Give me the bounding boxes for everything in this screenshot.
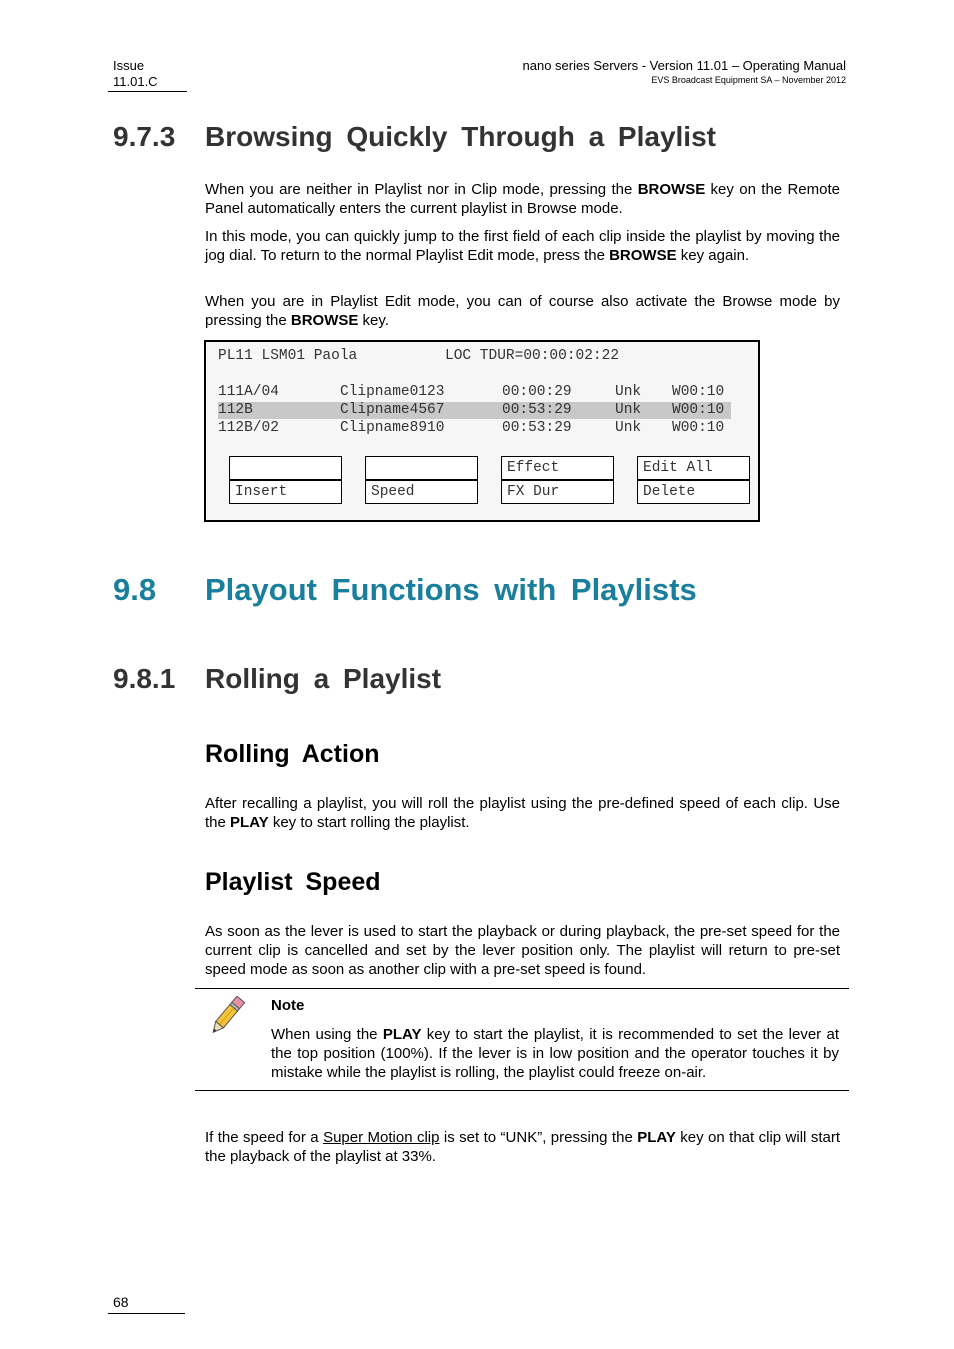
- paragraph-rolling: [205, 794, 840, 832]
- section-title: Playout Functions with Playlists: [205, 572, 697, 607]
- section-973-heading: [113, 121, 175, 153]
- key-browse: BROWSE: [290, 312, 359, 329]
- row-wait: W00:10: [672, 420, 725, 436]
- row-id: 111A/04: [218, 384, 279, 400]
- pencil-icon: [205, 996, 247, 1038]
- fkey-f3-bottom[interactable]: FX Dur: [501, 480, 614, 504]
- text-run: key to start rolling the playlist.: [268, 814, 470, 831]
- row-name: Clipname4567: [340, 402, 445, 418]
- row-speed: Unk: [615, 420, 642, 436]
- key-play: PLAY: [382, 1026, 422, 1043]
- manual-title: nano series Servers - Version 11.01 – Operating Manual: [522, 58, 846, 73]
- row-name: Clipname8910: [340, 420, 445, 436]
- text-run: In this mode, you can quickly jump to the first field of each clip inside the playlist by moving the jog dial. To return to the normal Playlist Edit mode, press the: [205, 228, 840, 264]
- row-speed: Unk: [615, 384, 642, 400]
- key-play: PLAY: [230, 814, 269, 831]
- note-body: [271, 1025, 839, 1082]
- paragraph-browse-1: [205, 180, 840, 218]
- row-timecode: 00:53:29: [502, 402, 572, 418]
- row-timecode: 00:53:29: [502, 420, 572, 436]
- playlist-speed-heading: Playlist Speed: [205, 868, 381, 896]
- row-timecode: 00:00:29: [502, 384, 572, 400]
- text-run: key again.: [676, 247, 750, 264]
- text-run: When using the: [271, 1026, 383, 1043]
- fkey-f4-bottom[interactable]: Delete: [637, 480, 750, 504]
- section-973-title-wrap: [205, 121, 716, 153]
- fkey-f2-top[interactable]: [365, 456, 478, 480]
- row-wait: W00:10: [672, 384, 725, 400]
- key-browse: BROWSE: [609, 247, 677, 264]
- section-number: 9.8: [113, 572, 157, 607]
- issue-value: 11.01.C: [113, 74, 158, 89]
- row-name: Clipname0123: [340, 384, 445, 400]
- remote-panel-screen: [204, 340, 760, 522]
- text-run: If the speed for a: [205, 1129, 324, 1146]
- row-wait: W00:10: [672, 402, 725, 418]
- super-motion-clip-link[interactable]: Super Motion clip: [323, 1129, 440, 1146]
- fkey-f1-top[interactable]: [229, 456, 342, 480]
- fkey-f3-top[interactable]: Effect: [501, 456, 614, 480]
- text-run: key.: [358, 312, 389, 329]
- key-play: PLAY: [637, 1129, 676, 1146]
- section-number: 9.7.3: [113, 121, 176, 152]
- header-rule: [108, 91, 187, 92]
- text-run: When you are in Playlist Edit mode, you can of course also activate the Browse mode by pressing the: [205, 293, 840, 329]
- header-title-block: [523, 58, 847, 86]
- note-bottom-rule: [195, 1090, 849, 1091]
- manual-subtitle: EVS Broadcast Equipment SA – November 2012: [651, 75, 846, 85]
- section-title: Browsing Quickly Through a Playlist: [205, 121, 716, 152]
- section-981-number-wrap: [113, 663, 175, 695]
- text-run: key on that clip will start the playback of the playlist at 33%.: [205, 1129, 840, 1165]
- rolling-action-heading: Rolling Action: [205, 740, 380, 768]
- text-run: is set to “UNK”, pressing the: [439, 1129, 638, 1146]
- fkey-f4-top[interactable]: Edit All: [637, 456, 750, 480]
- screen-header-right: LOC TDUR=00:00:02:22: [445, 348, 620, 364]
- section-98-number-wrap: [113, 572, 156, 608]
- note-title: Note: [271, 997, 305, 1014]
- note-top-rule: [195, 988, 849, 989]
- issue-block: [113, 58, 158, 90]
- issue-label: Issue: [113, 58, 145, 73]
- paragraph-browse-3: [205, 292, 840, 330]
- page-number: 68: [113, 1294, 129, 1310]
- row-id: 112B/02: [218, 420, 279, 436]
- row-speed: Unk: [615, 402, 642, 418]
- section-number: 9.8.1: [113, 663, 176, 694]
- section-98-title-wrap: [205, 572, 697, 608]
- section-title: Rolling a Playlist: [205, 663, 442, 694]
- row-id: 112B: [218, 402, 253, 418]
- paragraph-super-motion: [205, 1128, 840, 1166]
- fkey-f1-bottom[interactable]: Insert: [229, 480, 342, 504]
- section-981-title-wrap: [205, 663, 441, 695]
- key-browse: BROWSE: [637, 181, 706, 198]
- text-run: key on the Remote Panel automatically enters the current playlist in Browse mode.: [205, 181, 840, 217]
- paragraph-browse-2: [205, 227, 840, 265]
- text-run: key to start the playlist, it is recommended to set the lever at the top position (100%). If the lever is in low position and the operator touches it by mistake while the playlist is rolling, the playlist could freeze on-air.: [271, 1026, 839, 1081]
- selected-row-highlight: [218, 402, 731, 419]
- fkey-f2-bottom[interactable]: Speed: [365, 480, 478, 504]
- text-run: When you are neither in Playlist nor in Clip mode, pressing the: [205, 181, 638, 198]
- screen-header-left: PL11 LSM01 Paola: [218, 348, 358, 364]
- paragraph-speed: As soon as the lever is used to start the playback or during playback, the pre-set speed for the current clip is cancelled and set by the lever position only. The playlist will return to pre-set speed mode as soon as another clip with a pre-set speed is found.: [205, 923, 840, 978]
- footer-rule: [108, 1313, 185, 1314]
- text-run: After recalling a playlist, you will roll the playlist using the pre-defined speed of each clip. Use the: [205, 795, 840, 831]
